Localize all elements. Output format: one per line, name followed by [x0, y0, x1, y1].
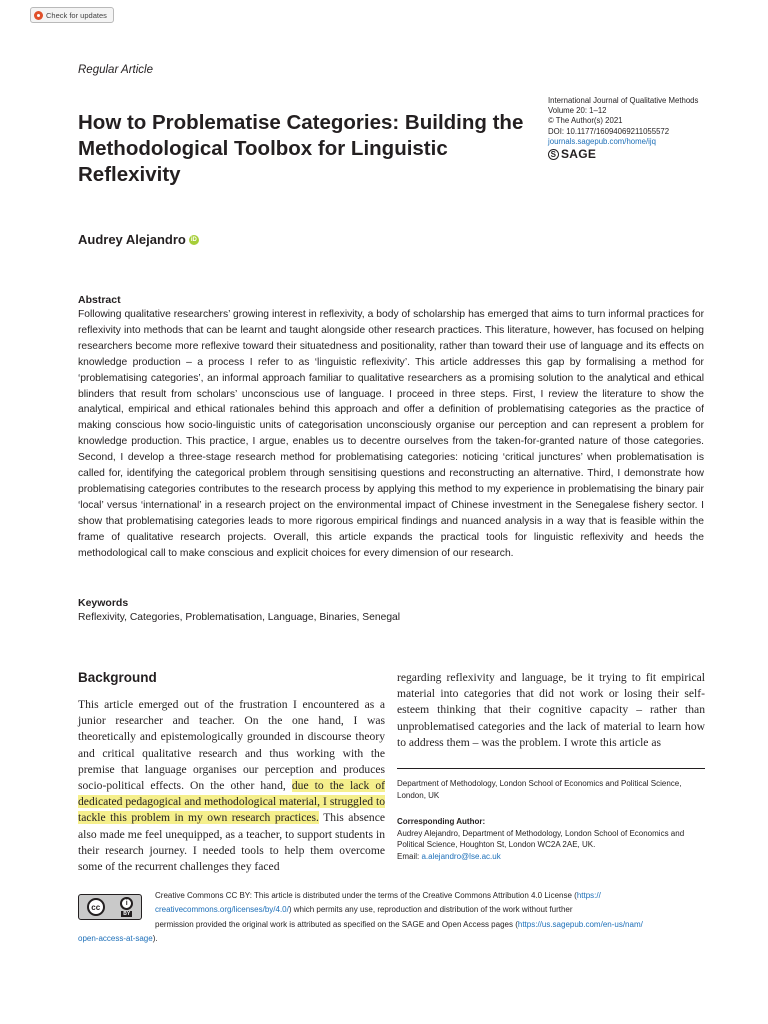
background-left-column	[78, 697, 385, 875]
cc-license-link-part-2[interactable]: creativecommons.org/licenses/by/4.0/	[155, 905, 289, 915]
email-line	[397, 851, 705, 863]
article-type: Regular Article	[78, 64, 153, 76]
highlighted-passage[interactable]: due to the lack of dedicated pedagogical and methodological material, I struggled to tackle this problem in my own research practices.	[78, 779, 386, 825]
background-text-before: This article emerged out of the frustration I encountered as a junior researcher and teacher. On the one hand, I was theoretically and epistemologically grounded in discourse theory and critical qualitative research and thus working with the premise that language organises our perception and produces socio-political effects. On the other hand,	[78, 698, 385, 793]
license-text-2: ) which permits any use, reproduction and distribution of the work without further	[288, 905, 573, 915]
abstract-text: Following qualitative researchers’ growing interest in reflexivity, a body of scholarship has emerged that aims to turn informal practices for reflexivity into methods that can be learnt and taught alongside other research practices. This literature, however, has focused on helping researchers become more reflexive toward their situatedness and positionality, rather than toward their use of language and its effects on knowledge production – a process I refer to as ‘linguistic reflexivity’. This article addresses this gap by formalising a method for ‘problematising categories’, an informal approach familiar to qualitative researchers as a promising solution to the analytical and ethical blinders that result from scholars’ unconscious use of language. I proceed in three steps. First, I review the literature to show the analytical, empirical and ethical rationales behind this approach and offer a definition of problematising categories as the practice of making conscious how socio-linguistic units of categorisation unconsciously organise our perception and can represent a problem for knowledge production. This practice, I argue, enables us to decentre ourselves from the taken-for-granted nature of those categories. Second, I develop a three-stage research method for problematising categories: noticing ‘critical junctures’ when problematisation is called for, identifying the categorical problem through sensitising questions and reconstructing an alternative. Third, I demonstrate how problematising categories contributes to the research process by applying this method to my experience in problematising the binary pair ‘local’ versus ‘international’ in a research project on the environmental impact of Chinese investment in the Senegalese fishery sector. I show that problematising categories leads to more rigorous empirical findings and nuanced analysis in a way that is feasible within the frame of qualitative research projects. Overall, this article expands the practical tools for linguistic reflexivity and heeds the methodological call to make conscious and explicit choices for every dimension of our research.	[78, 309, 704, 559]
journal-volume: Volume 20: 1–12	[548, 106, 607, 116]
license-text-4: ).	[152, 934, 158, 944]
journal-doi: DOI: 10.1177/16094069211055572	[548, 126, 670, 136]
by-label: BY	[123, 911, 131, 917]
journal-name: International Journal of Qualitative Methods	[548, 96, 699, 105]
author	[78, 232, 199, 247]
sage-logo-icon: S	[548, 149, 559, 160]
license-text-3: permission provided the original work is attributed as specified on the SAGE and Open Access pages (	[155, 919, 518, 929]
license-line-1	[78, 889, 706, 903]
license-line-2	[78, 903, 706, 917]
background-right-column: regarding reflexivity and language, be it trying to fit empirical material into categories that did not work or losing their self-esteem thinking that their cognitive capacity – rather than unproblematised categories and the lack of material to learn how to address them – was the problem. I wrote this article as	[397, 671, 705, 749]
license-text	[78, 889, 706, 947]
journal-info	[548, 96, 728, 160]
email-link[interactable]: a.alejandro@lse.ac.uk	[421, 851, 501, 861]
footnotes	[397, 778, 705, 863]
corresponding-author-heading: Corresponding Author:	[397, 817, 486, 827]
open-access-link-part-2[interactable]: open-access-at-sage	[78, 934, 153, 944]
background-text-after: This absence also made me feel unequipped, as a teacher, to support students in their research journey. I needed tools to help them overcome some of the recurrent challenges they faced	[78, 811, 385, 874]
sage-logo	[548, 149, 728, 160]
keywords-heading: Keywords	[78, 597, 129, 609]
journal-copyright: © The Author(s) 2021	[548, 116, 623, 126]
article-title: How to Problematise Categories: Building the Methodological Toolbox for Linguistic Reflexivity	[78, 111, 524, 186]
person-icon: i	[120, 897, 133, 910]
keywords-list: Reflexivity, Categories, Problematisation, Language, Binaries, Senegal	[78, 612, 401, 623]
journal-url-link[interactable]: journals.sagepub.com/home/ijq	[548, 136, 656, 146]
check-for-updates-label: Check for updates	[46, 10, 107, 20]
update-icon	[34, 11, 43, 20]
abstract-heading: Abstract	[78, 294, 121, 306]
check-for-updates-button[interactable]	[30, 7, 114, 23]
corresponding-author-text: Audrey Alejandro, Department of Methodology, London School of Economics and Political Science, Houghton St, London WC2A 2AE, UK.	[397, 828, 685, 850]
license-line-3	[78, 918, 706, 932]
open-access-link-part-1[interactable]: https://us.sagepub.com/en-us/nam/	[517, 919, 643, 929]
orcid-icon[interactable]: iD	[190, 236, 197, 243]
creative-commons-icon: cc	[87, 898, 105, 916]
author-name: Audrey Alejandro	[78, 232, 186, 247]
email-label: Email:	[397, 851, 422, 861]
license-text-1: Creative Commons CC BY: This article is distributed under the terms of the Creative Commons Attribution 4.0 License (	[155, 891, 577, 900]
sage-logo-text: SAGE	[561, 147, 597, 162]
footnote-divider	[397, 768, 705, 769]
background-heading: Background	[78, 670, 157, 685]
license-line-4	[78, 932, 706, 946]
cc-license-link-part-1[interactable]: https://	[576, 891, 601, 900]
affiliation: Department of Methodology, London School of Economics and Political Science, London, UK	[397, 779, 682, 800]
